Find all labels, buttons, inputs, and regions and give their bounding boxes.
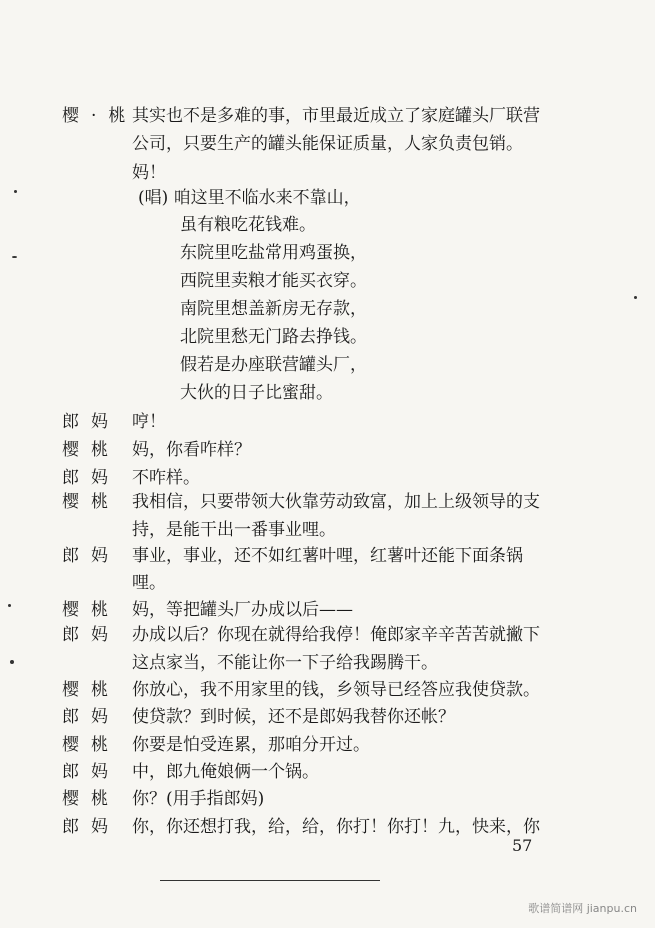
song-lyric: 南院里想盖新房无存款， bbox=[180, 299, 367, 319]
dialogue-text: 妈！ bbox=[132, 163, 166, 183]
speaker-name: 郎妈 bbox=[62, 625, 120, 645]
script-line bbox=[0, 786, 655, 812]
speaker-name: 郎妈 bbox=[62, 468, 120, 488]
speaker-name: 樱桃 bbox=[62, 440, 120, 460]
script-line bbox=[0, 352, 655, 378]
speaker-name: 樱桃 bbox=[62, 680, 120, 700]
script-line bbox=[0, 543, 655, 569]
dialogue-text: 哼！ bbox=[132, 412, 166, 432]
script-line bbox=[0, 517, 655, 543]
dialogue-text: 你要是怕受连累，那咱分开过。 bbox=[132, 735, 370, 755]
page-number: 57 bbox=[512, 836, 533, 855]
script-line bbox=[0, 814, 655, 840]
margin-speck bbox=[634, 296, 637, 299]
margin-speck bbox=[10, 660, 14, 664]
song-lyric: 北院里愁无门路去挣钱。 bbox=[180, 327, 367, 347]
song-lyric: (唱) 咱这里不临水来不靠山， bbox=[138, 188, 361, 208]
script-line bbox=[0, 160, 655, 186]
script-line bbox=[0, 489, 655, 515]
script-line bbox=[0, 296, 655, 322]
script-line bbox=[0, 380, 655, 406]
dialogue-text: 你放心，我不用家里的钱，乡领导已经答应我使贷款。 bbox=[132, 680, 540, 700]
dialogue-text: 其实也不是多难的事，市里最近成立了家庭罐头厂联营 bbox=[132, 106, 540, 126]
dialogue-text: 中，郎九俺娘俩一个锅。 bbox=[132, 762, 319, 782]
dialogue-text: 哩。 bbox=[132, 573, 166, 593]
script-line bbox=[0, 570, 655, 596]
script-line bbox=[0, 409, 655, 435]
script-line bbox=[0, 240, 655, 266]
bottom-rule bbox=[160, 880, 380, 881]
script-line bbox=[0, 268, 655, 294]
dialogue-text: 我相信，只要带领大伙靠劳动致富，加上上级领导的支 bbox=[132, 492, 540, 512]
speaker-name: 郎妈 bbox=[62, 707, 120, 727]
script-line bbox=[0, 185, 655, 211]
speaker-name: 樱·桃 bbox=[62, 106, 138, 126]
script-line bbox=[0, 677, 655, 703]
song-lyric: 西院里卖粮才能买衣穿。 bbox=[180, 271, 367, 291]
song-lyric: 假若是办座联营罐头厂， bbox=[180, 355, 367, 375]
dialogue-text: 事业，事业，还不如红薯叶哩，红薯叶还能下面条锅 bbox=[132, 546, 523, 566]
script-line bbox=[0, 324, 655, 350]
script-line bbox=[0, 597, 655, 623]
speaker-name: 郎妈 bbox=[62, 546, 120, 566]
speaker-name: 樱桃 bbox=[62, 600, 120, 620]
script-line bbox=[0, 465, 655, 491]
dialogue-text: 公司，只要生产的罐头能保证质量，人家负责包销。 bbox=[132, 134, 523, 154]
dialogue-text: 这点家当，不能让你一下子给我踢腾干。 bbox=[132, 653, 438, 673]
watermark: 歌谱简谱网 jianpu.cn bbox=[528, 902, 637, 915]
dialogue-text: 不咋样。 bbox=[132, 468, 200, 488]
script-line bbox=[0, 437, 655, 463]
script-line bbox=[0, 212, 655, 238]
speaker-name: 樱桃 bbox=[62, 492, 120, 512]
speaker-name: 樱桃 bbox=[62, 735, 120, 755]
speaker-name: 郎妈 bbox=[62, 817, 120, 837]
dialogue-text: 办成以后？你现在就得给我停！俺郎家辛辛苦苦就撇下 bbox=[132, 625, 540, 645]
script-line bbox=[0, 759, 655, 785]
script-line bbox=[0, 622, 655, 648]
script-line bbox=[0, 732, 655, 758]
song-lyric: 虽有粮吃花钱难。 bbox=[180, 215, 316, 235]
dialogue-text: 妈，等把罐头厂办成以后—— bbox=[132, 600, 353, 620]
script-line bbox=[0, 131, 655, 157]
dialogue-text: 使贷款？到时候，还不是郎妈我替你还帐？ bbox=[132, 707, 455, 727]
margin-speck bbox=[8, 604, 11, 607]
speaker-name: 郎妈 bbox=[62, 412, 120, 432]
script-line bbox=[0, 650, 655, 676]
song-lyric: 东院里吃盐常用鸡蛋换， bbox=[180, 243, 367, 263]
margin-speck bbox=[12, 256, 17, 258]
dialogue-text: 妈，你看咋样？ bbox=[132, 440, 251, 460]
dialogue-text: 你？(用手指郎妈) bbox=[132, 789, 265, 809]
script-line bbox=[0, 103, 655, 129]
speaker-name: 郎妈 bbox=[62, 762, 120, 782]
script-line bbox=[0, 704, 655, 730]
dialogue-text: 你，你还想打我，给，给，你打！你打！九，快来，你 bbox=[132, 817, 540, 837]
dialogue-text: 持，是能干出一番事业哩。 bbox=[132, 520, 336, 540]
song-lyric: 大伙的日子比蜜甜。 bbox=[180, 383, 333, 403]
margin-speck bbox=[14, 190, 17, 193]
speaker-name: 樱桃 bbox=[62, 789, 120, 809]
